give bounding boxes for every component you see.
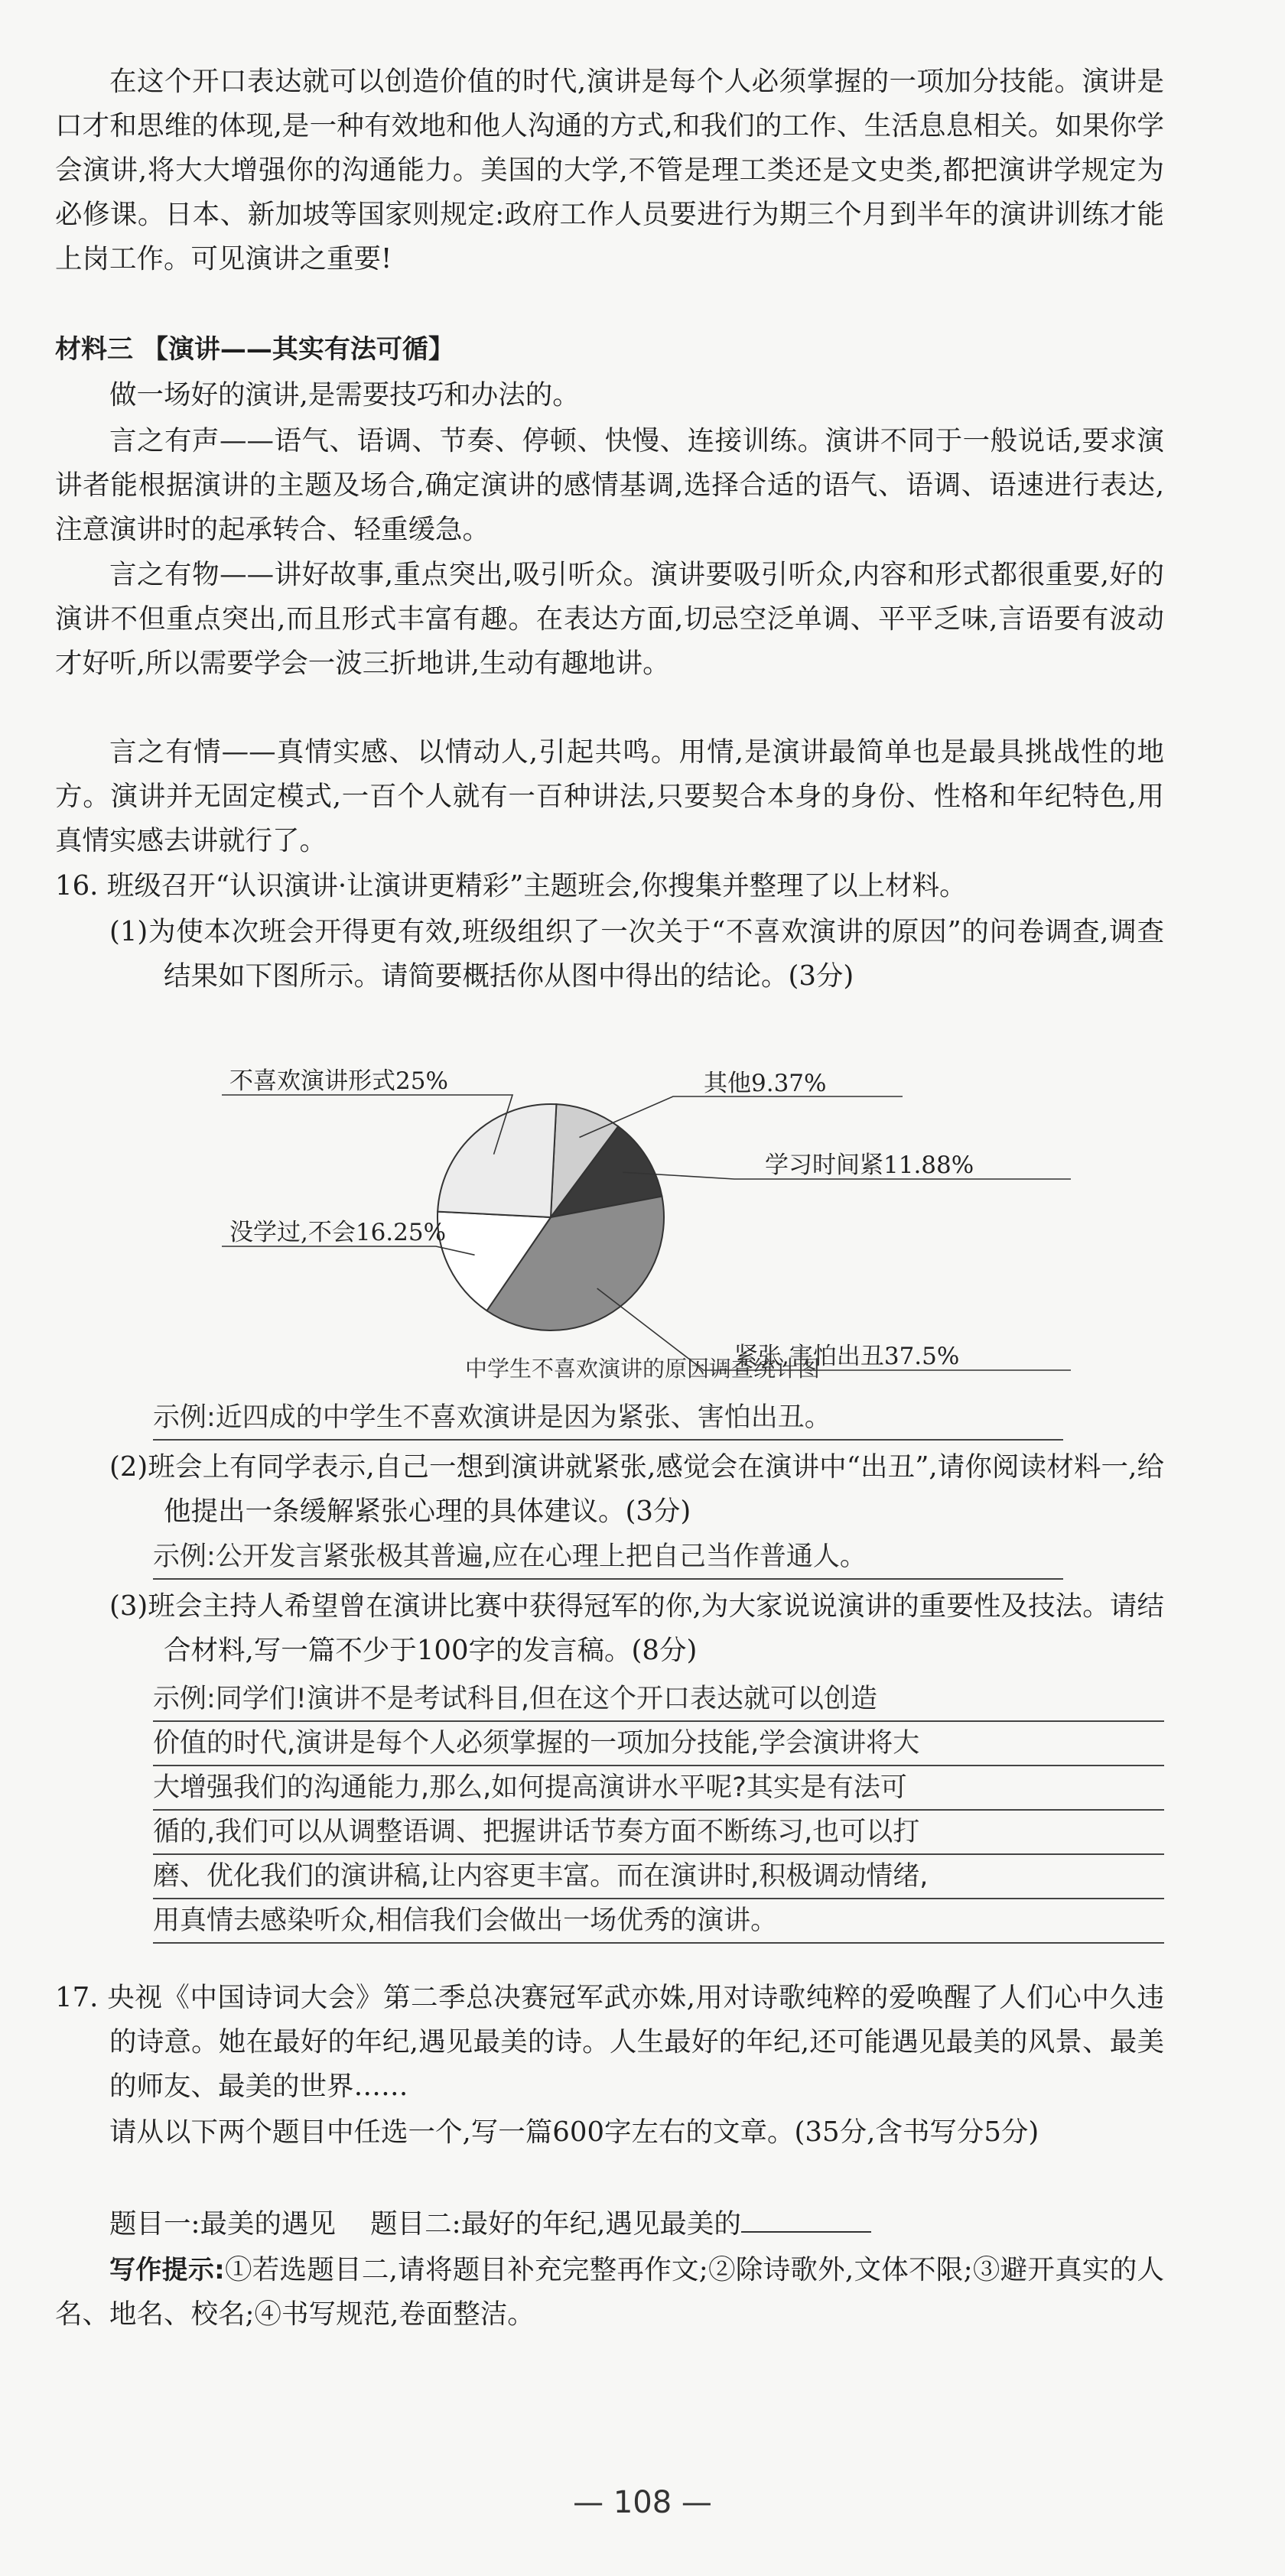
topic-two: 题目二:最好的年纪,遇见最美的 xyxy=(370,2208,741,2240)
answer3-line: 循的,我们可以从调整语调、把握讲话节奏方面不断练习,也可以打 xyxy=(153,1811,1164,1855)
slice-label: 学习时间紧11.88% xyxy=(765,1152,974,1179)
q16-sub1: (1)为使本次班会开得更有效,班级组织了一次关于“不喜欢演讲的原因”的问卷调查,调查结果如下图所示。请简要概括你从图中得出的结论。(3分) xyxy=(109,916,1164,992)
answer3-line: 示例:同学们!演讲不是考试科目,但在这个开口表达就可以创造 xyxy=(153,1678,1164,1722)
q17-stem: 17. 央视《中国诗词大会》第二季总决赛冠军武亦姝,用对诗歌纯粹的爱唤醒了人们心中久违的诗意。她在最好的年纪,遇见最美的诗。人生最好的年纪,还可能遇见最美的风景、最美的师友、最美的世界…… xyxy=(55,1982,1164,2102)
slice-label: 没学过,不会16.25% xyxy=(229,1219,447,1246)
q16-answer2 xyxy=(153,1535,1063,1580)
answer3-line: 价值的时代,演讲是每个人必须掌握的一项加分技能,学会演讲将大 xyxy=(153,1722,1164,1766)
q17-instruction: 请从以下两个题目中任选一个,写一篇600字左右的文章。(35分,含书写分5分) xyxy=(109,2116,1039,2148)
slice-label: 紧张,害怕出丑37.5% xyxy=(734,1343,960,1370)
page-number: — 108 — xyxy=(573,2485,712,2520)
q16-answer1 xyxy=(153,1396,1063,1441)
slice-leader-line xyxy=(222,1246,475,1255)
pie-slice xyxy=(438,1104,556,1217)
material3-intro: 做一场好的演讲,是需要技巧和办法的。 xyxy=(109,379,580,411)
answer3-line: 大增强我们的沟通能力,那么,如何提高演讲水平呢?其实是有法可 xyxy=(153,1766,1164,1811)
material3-para-voice: 言之有声——语气、语调、节奏、停顿、快慢、连接训练。演讲不同于一般说话,要求演讲者能根据演讲的主题及场合,确定演讲的感情基调,选择合适的语气、语调、语速进行表达,注意演讲时的起承转合、轻重缓急。 xyxy=(55,425,1164,545)
slice-label: 其他9.37% xyxy=(704,1070,827,1097)
slice-label: 不喜欢演讲形式25% xyxy=(229,1067,448,1095)
q17-topics xyxy=(55,2202,1164,2246)
material3-para-content: 言之有物——讲好故事,重点突出,吸引听众。演讲要吸引听众,内容和形式都很重要,好的演讲不但重点突出,而且形式丰富有趣。在表达方面,切忌空泛单调、平平乏味,言语要有波动才好听,所以需要学会一波三折地讲,生动有趣地讲。 xyxy=(55,559,1164,679)
material3-heading: 材料三 【演讲——其实有法可循】 xyxy=(55,334,454,365)
material2-paragraph: 在这个开口表达就可以创造价值的时代,演讲是每个人必须掌握的一项加分技能。演讲是口才和思维的体现,是一种有效地和他人沟通的方式,和我们的工作、生活息息相关。如果你学会演讲,将大大增强你的沟通能力。美国的大学,不管是理工类还是文史类,都把演讲学规定为必修课。日本、新加坡等国家则规定:政府工作人员要进行为期三个月到半年的演讲训练才能上岗工作。可见演讲之重要! xyxy=(55,66,1164,274)
answer1-text: 示例:近四成的中学生不喜欢演讲是因为紧张、害怕出丑。 xyxy=(153,1396,1063,1441)
q16-sub3: (3)班会主持人希望曾在演讲比赛中获得冠军的你,为大家说说演讲的重要性及技法。请结合材料,写一篇不少于100字的发言稿。(8分) xyxy=(109,1590,1164,1666)
answer2-text: 示例:公开发言紧张极其普遍,应在心理上把自己当作普通人。 xyxy=(153,1535,1063,1580)
tips-text: ①若选题目二,请将题目补充完整再作文;②除诗歌外,文体不限;③避开真实的人名、地名、校名;④书写规范,卷面整洁。 xyxy=(55,2254,1164,2330)
material3-para-emotion: 言之有情——真情实感、以情动人,引起共鸣。用情,是演讲最简单也是最具挑战性的地方。演讲并无固定模式,一百个人就有一百种讲法,只要契合本身的身份、性格和年纪特色,用真情实感去讲就行了。 xyxy=(55,736,1164,856)
answer3-line: 用真情去感染听众,相信我们会做出一场优秀的演讲。 xyxy=(153,1899,1164,1944)
answer3-line: 磨、优化我们的演讲稿,让内容更丰富。而在演讲时,积极调动情绪, xyxy=(153,1855,1164,1899)
chart-title: 中学生不喜欢演讲的原因调查统计图 xyxy=(464,1356,820,1382)
tips-label: 写作提示: xyxy=(109,2255,225,2285)
pie-chart-svg xyxy=(214,1034,1101,1393)
q17-tips xyxy=(55,2248,1164,2337)
topic-one: 题目一:最美的遇见 xyxy=(109,2208,336,2240)
pie-chart xyxy=(214,1034,1101,1393)
q16-sub2: (2)班会上有同学表示,自己一想到演讲就紧张,感觉会在演讲中“出丑”,请你阅读材料一,给他提出一条缓解紧张心理的具体建议。(3分) xyxy=(109,1451,1164,1527)
q16-stem: 16. 班级召开“认识演讲·让演讲更精彩”主题班会,你搜集并整理了以上材料。 xyxy=(55,870,967,901)
slice-leader-line xyxy=(579,1096,903,1138)
topic-two-blank xyxy=(741,2205,871,2233)
q16-answer3 xyxy=(153,1678,1164,1944)
